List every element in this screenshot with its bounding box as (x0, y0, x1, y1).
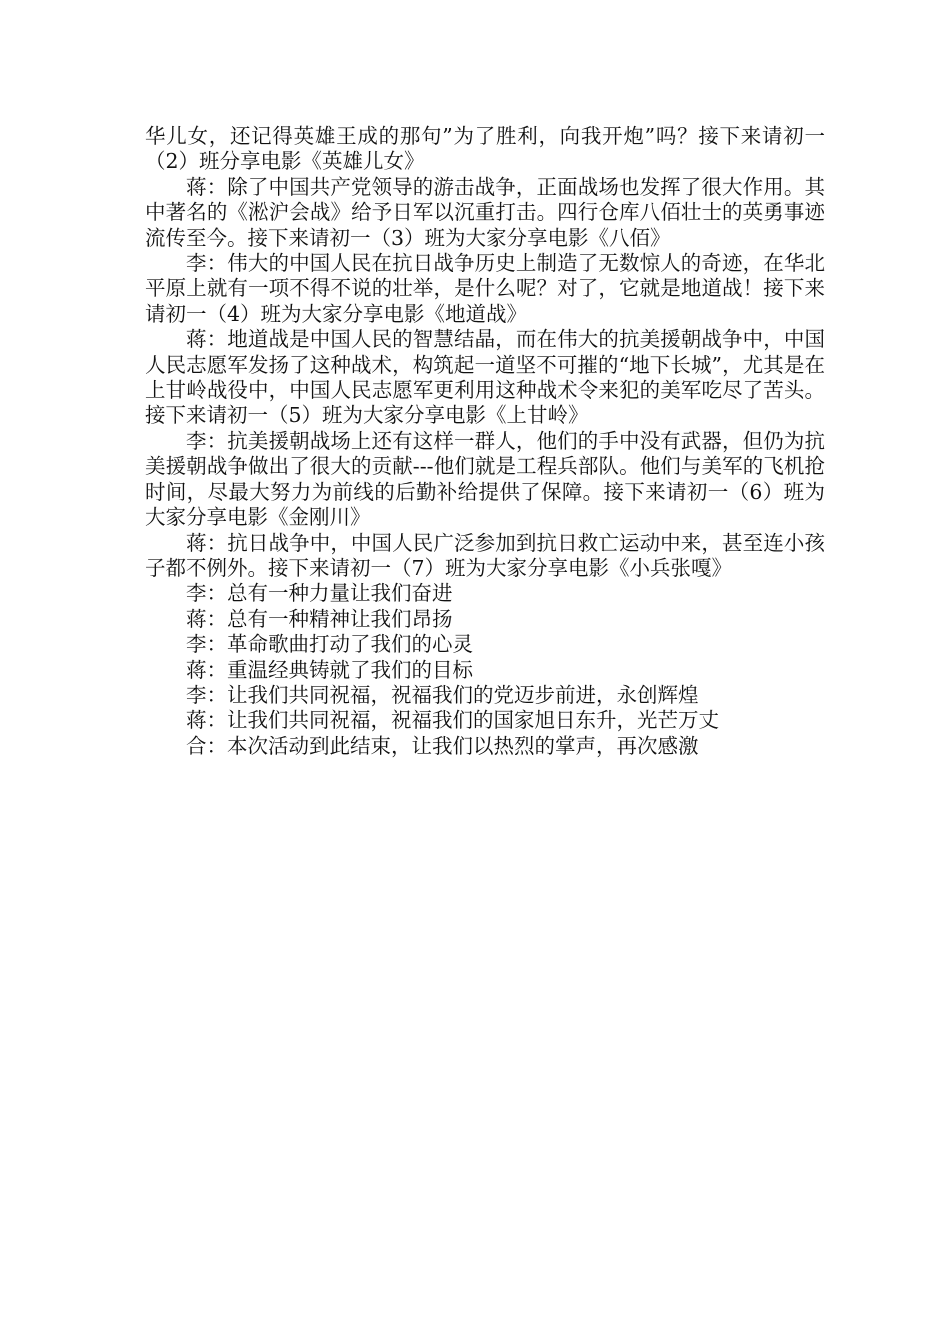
closing-line: 蒋：总有一种精神让我们昂扬 (186, 606, 453, 631)
paragraph-continued-intro: 华儿女，还记得英雄王成的那句”为了胜利，向我开炮”吗？接下来请初一（2）班分享电影《英雄儿女》 (145, 124, 825, 174)
paragraph-li-didaozhan: 李：伟大的中国人民在抗日战争历史上制造了无数惊人的奇迹，在华北平原上就有一项不得不说的壮举，是什么呢？对了，它就是地道战！接下来请初一（4）班为大家分享电影《地道战》 (145, 251, 825, 326)
closing-line: 李：让我们共同祝福，祝福我们的党迈步前进，永创辉煌 (186, 682, 699, 707)
script-body (145, 124, 825, 759)
closing-line: 蒋：让我们共同祝福，祝福我们的国家旭日东升，光芒万丈 (186, 708, 719, 733)
paragraph-jiang-shangganling: 蒋：地道战是中国人民的智慧结晶，而在伟大的抗美援朝战争中，中国人民志愿军发扬了这种战术，构筑起一道坚不可摧的“地下长城”，尤其是在上甘岭战役中，中国人民志愿军更利用这种战术令来犯的美军吃尽了苦头。接下来请初一（5）班为大家分享电影《上甘岭》 (145, 327, 825, 428)
closing-line: 李：总有一种力量让我们奋进 (186, 581, 453, 606)
closing-line: 合：本次活动到此结束，让我们以热烈的掌声，再次感激 (186, 733, 699, 758)
paragraph-jiang-xiaobingzhangga: 蒋：抗日战争中，中国人民广泛参加到抗日救亡运动中来，甚至连小孩子都不例外。接下来请初一（7）班为大家分享电影《小兵张嘎》 (145, 530, 825, 580)
closing-line: 蒋：重温经典铸就了我们的目标 (186, 657, 473, 682)
closing-line: 李：革命歌曲打动了我们的心灵 (186, 632, 473, 657)
paragraph-jiang-babai: 蒋：除了中国共产党领导的游击战争，正面战场也发挥了很大作用。其中著名的《淞沪会战》给予日军以沉重打击。四行仓库八佰壮士的英勇事迹流传至今。接下来请初一（3）班为大家分享电影《八佰》 (145, 174, 825, 250)
paragraph-li-jingangchuan: 李：抗美援朝战场上还有这样一群人，他们的手中没有武器，但仍为抗美援朝战争做出了很大的贡献---他们就是工程兵部队。他们与美军的飞机抢时间，尽最大努力为前线的后勤补给提供了保障。接下来请初一（6）班为大家分享电影《金刚川》 (145, 428, 825, 530)
